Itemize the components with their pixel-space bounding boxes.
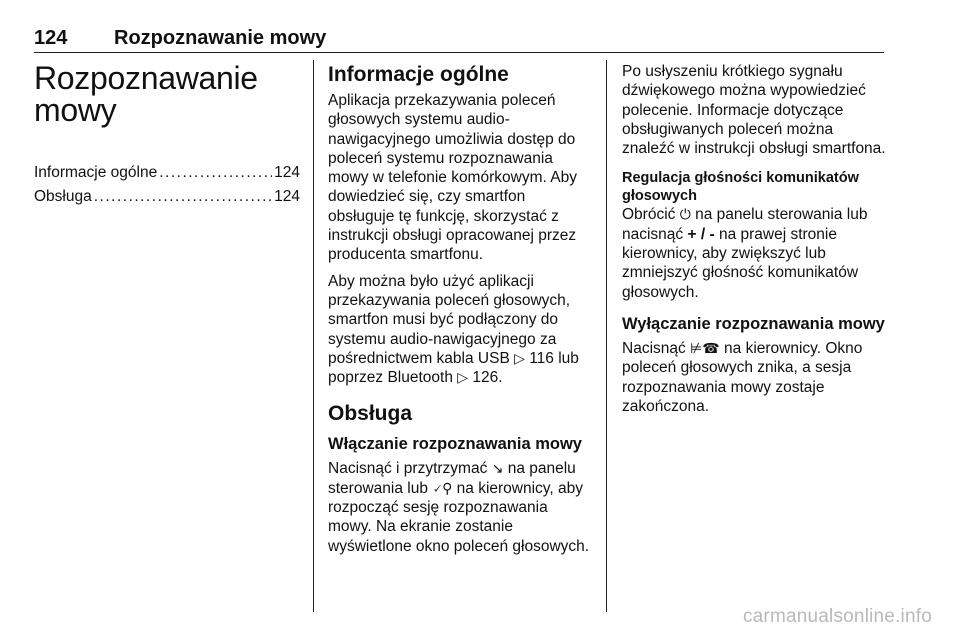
- info-paragraph-2: Aby można było użyć aplikacji przekazywania poleceń głosowych, smartfon musi być podłączony do systemu audio-nawigacyjnego za pośrednictwem kabla USB ▷ 116 lub poprzez Bluetooth ▷ 126.: [328, 272, 579, 387]
- info-heading: Informacje ogólne: [328, 63, 509, 86]
- info-paragraph-1: Aplikacja przekazywania poleceń głosowych systemu audio-nawigacyjnego umożliwia dostęp do poleceń systemu rozpoznawania mowy w telefonie komórkowym. Aby dowiedzieć się, czy smartfon obsługuje tę funkcję, skorzystać z instrukcji obsługi opracowanej przez producenta smartfonu.: [328, 92, 577, 264]
- voice-command-icon: 🗸⚲: [432, 479, 453, 496]
- reference-arrow-icon: ▷: [457, 369, 469, 386]
- toc-item-label: Informacje ogólne: [34, 164, 158, 181]
- toc-item-obsluga[interactable]: [34, 187, 300, 206]
- volume-key: + / -: [687, 225, 715, 243]
- activate-voice-continued: Po usłyszeniu krótkiego sygnału dźwiękowego można wypowiedzieć polecenie. Informacje dotyczące obsługiwanych poleceń można znaleźć w instrukcji obsługi smartfona.: [622, 63, 886, 158]
- chapter-title: Rozpoznawanie mowy: [114, 27, 327, 49]
- toc-item-informacje[interactable]: [34, 163, 300, 182]
- activate-voice-heading: Włączanie rozpoznawania mowy: [328, 435, 582, 454]
- column-divider-2: [606, 60, 607, 612]
- page-ref-link[interactable]: 126: [472, 369, 499, 387]
- toc-column: [34, 62, 300, 212]
- volume-heading: Regulacja głośności komunikatów głosowych: [622, 170, 859, 204]
- watermark: carmanualsonline.info: [742, 606, 932, 627]
- activate-voice-paragraph: Nacisnąć i przytrzymać ↘ na panelu sterowania lub 🗸⚲ na kierownicy, aby rozpocząć sesję rozpoznawania mowy. Na ekranie zostanie wyświetlone okno poleceń głosowych.: [328, 460, 590, 555]
- content-column-3: [622, 62, 886, 423]
- deactivate-voice-paragraph: Nacisnąć ⊭☎ na kierownicy. Okno poleceń głosowych znika, a sesja rozpoznawania mowy zostaje zakończona.: [622, 339, 863, 415]
- section-title: Rozpoznawanie mowy: [34, 60, 258, 128]
- volume-knob-icon: ⏻: [679, 206, 691, 223]
- toc-item-page: 124: [274, 164, 300, 181]
- toc-leader-dots: [94, 187, 272, 206]
- reference-arrow-icon: ▷: [514, 349, 525, 366]
- end-call-icon: ⊭☎: [690, 339, 720, 356]
- column-divider-1: [313, 60, 314, 612]
- page-header: [34, 26, 884, 53]
- toc-leader-dots: [159, 163, 272, 182]
- usage-heading: Obsługa: [328, 402, 413, 426]
- deactivate-voice-heading: Wyłączanie rozpoznawania mowy: [622, 314, 885, 333]
- toc-item-page: 124: [274, 188, 300, 206]
- toc-item-label: Obsługa: [34, 188, 92, 206]
- volume-paragraph: Obrócić ⏻ na panelu sterowania lub nacisnąć + / - na prawej stronie kierownicy, aby zwiększyć lub zmniejszyć głośność komunikatów głosowych.: [622, 206, 868, 301]
- page-number: 124: [34, 27, 68, 49]
- content-column-2: [328, 62, 590, 563]
- phone-icon: ↘: [491, 460, 504, 477]
- page-ref-link[interactable]: 116: [529, 349, 554, 367]
